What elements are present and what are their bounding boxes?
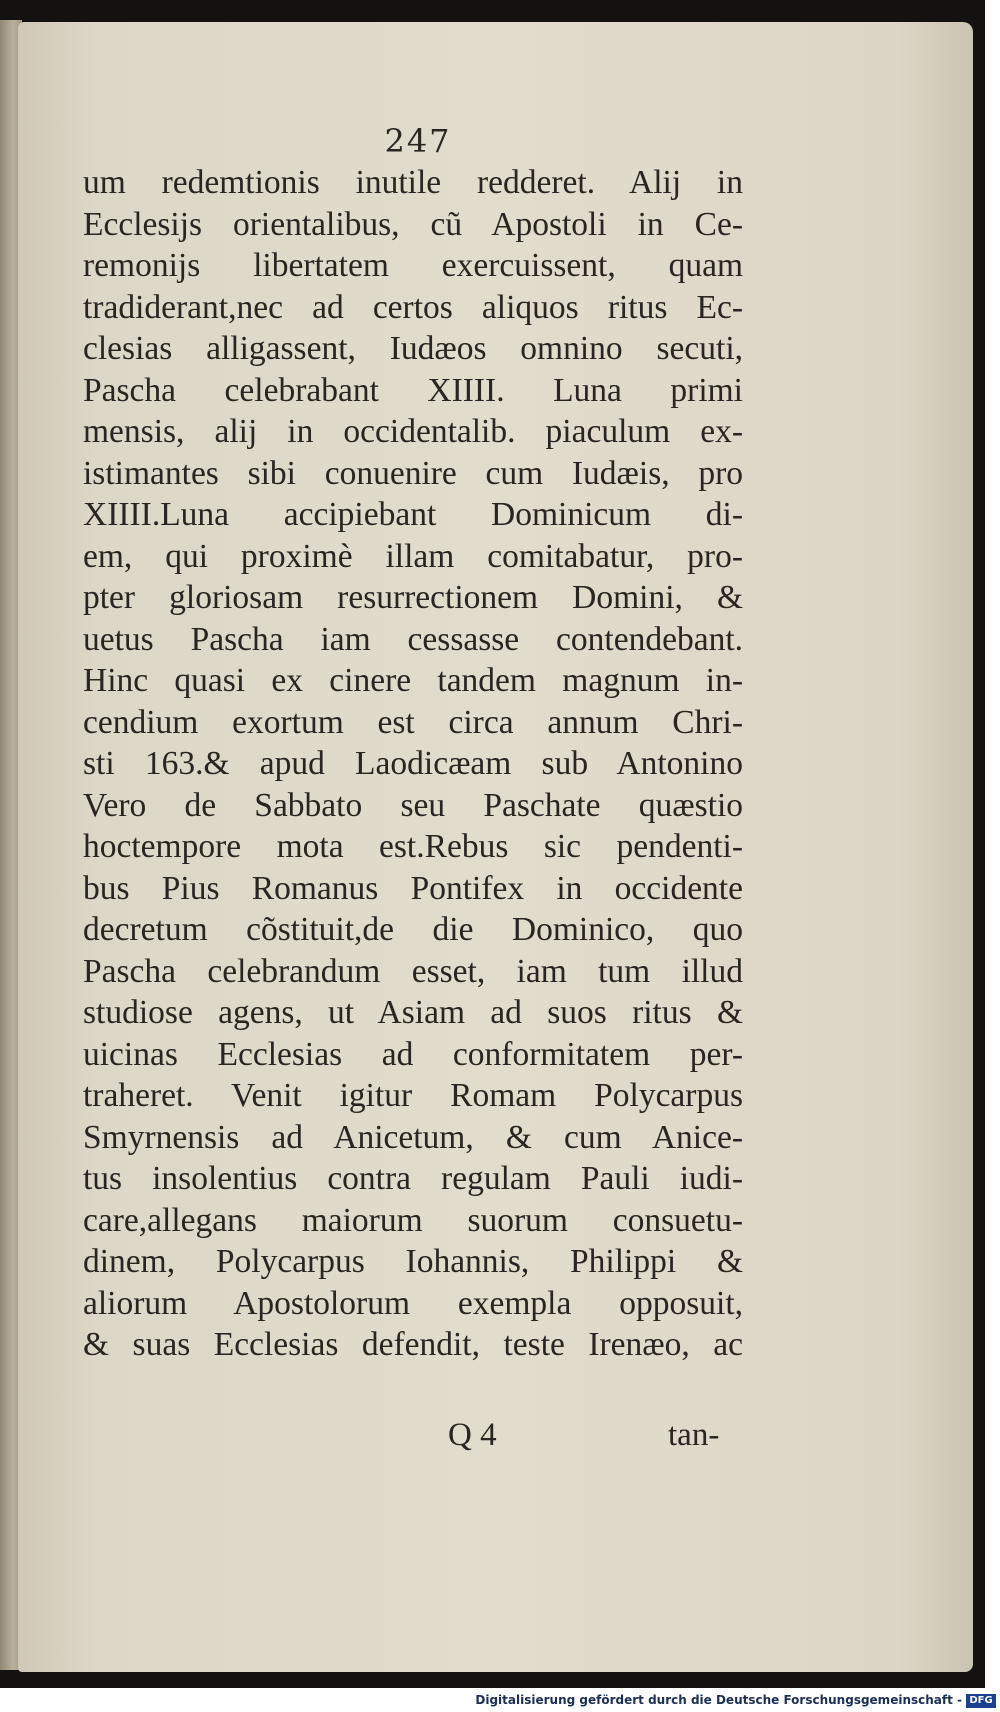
text-line: aliorum Apostolorum exempla opposuit, <box>83 1284 743 1322</box>
funding-credit: Digitalisierung gefördert durch die Deutsche Forschungsgemeinschaft - <box>475 1693 962 1707</box>
text-line: tus insolentius contra regulam Pauli iudi- <box>83 1160 743 1197</box>
text-line: tradiderant,nec ad certos aliquos ritus Ec- <box>83 288 743 326</box>
text-line: XIIII.Luna accipiebant Dominicum di- <box>83 496 743 533</box>
text-line: hoctempore mota est.Rebus sic pendenti- <box>83 828 743 865</box>
text-line: pter gloriosam resurrectionem Domini, & <box>83 579 743 616</box>
text-line: & suas Ecclesias defendit, teste Irenæo, ac <box>83 1326 743 1363</box>
text-line: remonijs libertatem exercuissent, quam <box>83 247 743 284</box>
book-page <box>18 22 973 1672</box>
text-line: Vero de Sabbato seu Paschate quæstio <box>83 786 743 824</box>
page-foot <box>448 1417 748 1457</box>
text-line: traheret. Venit igitur Romam Polycarpus <box>83 1077 743 1114</box>
page-number: 247 <box>384 122 452 160</box>
dfg-logo: DFG <box>966 1694 996 1708</box>
signature-mark: Q 4 <box>448 1417 497 1453</box>
text-line: Pascha celebrabant XIIII. Luna primi <box>83 371 743 409</box>
text-line: care,allegans maiorum suorum consuetu- <box>83 1201 743 1239</box>
text-line: uicinas Ecclesias ad conformitatem per- <box>83 1035 743 1073</box>
text-line: istimantes sibi conuenire cum Iudæis, pro <box>83 454 743 492</box>
text-line: em, qui proximè illam comitabatur, pro- <box>83 537 743 575</box>
text-line: clesias alligassent, Iudæos omnino secuti, <box>83 330 743 367</box>
text-line: Hinc quasi ex cinere tandem magnum in- <box>83 662 743 699</box>
text-line: bus Pius Romanus Pontifex in occidente <box>83 869 743 907</box>
text-line: Ecclesijs orientalibus, cũ Apostoli in Ce- <box>83 205 743 243</box>
text-line: cendium exortum est circa annum Chri- <box>83 703 743 741</box>
page-text <box>83 162 743 1366</box>
text-line: studiose agens, ut Asiam ad suos ritus & <box>83 994 743 1031</box>
text-line: sti 163.& apud Laodicæam sub Antonino <box>83 745 743 782</box>
text-line: Pascha celebrandum esset, iam tum illud <box>83 952 743 990</box>
text-line: uetus Pascha iam cessasse contendebant. <box>83 620 743 658</box>
text-line: dinem, Polycarpus Iohannis, Philippi & <box>83 1243 743 1280</box>
text-line: um redemtionis inutile redderet. Alij in <box>83 164 743 201</box>
text-line: decretum cõstituit,de die Dominico, quo <box>83 911 743 948</box>
text-line: mensis, alij in occidentalib. piaculum ex- <box>83 413 743 450</box>
catchword: tan- <box>668 1417 720 1453</box>
text-line: Smyrnensis ad Anicetum, & cum Anice- <box>83 1118 743 1156</box>
